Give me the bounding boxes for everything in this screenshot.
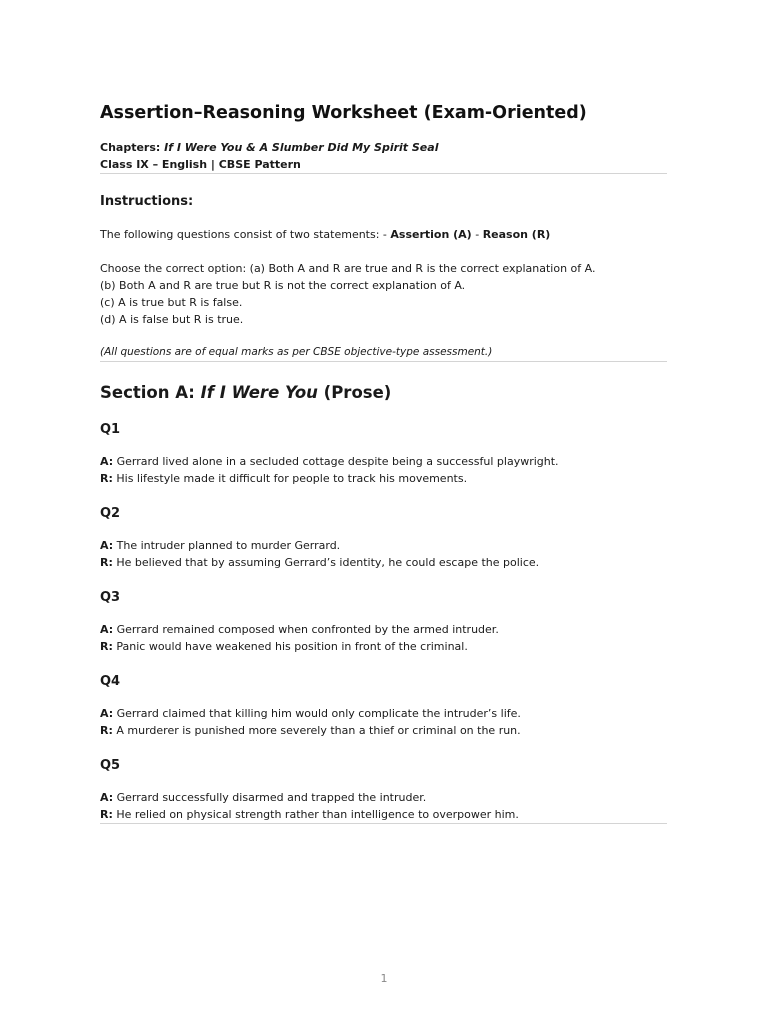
assertion-line [100, 621, 667, 638]
option-line: (d) A is false but R is true. [100, 313, 244, 326]
class-line: Class IX – English | CBSE Pattern [100, 158, 301, 171]
marks-note: (All questions are of equal marks as per CBSE objective-type assessment.) [100, 346, 493, 358]
option-line: (c) A is true but R is false. [100, 296, 243, 309]
question-block [100, 506, 667, 571]
document-meta [100, 139, 667, 173]
reason-line [100, 470, 667, 487]
reason-marker: R: [100, 808, 113, 821]
assertion-marker: A: [100, 539, 114, 552]
question-body [100, 789, 667, 823]
instructions-intro [100, 226, 667, 243]
assertion-text: Gerrard lived alone in a secluded cottage despite being a successful playwright. [116, 455, 559, 468]
assertion-text: Gerrard remained composed when confronted by the armed intruder. [116, 623, 499, 636]
reason-marker: R: [100, 724, 113, 737]
divider [100, 823, 667, 824]
reason-line [100, 722, 667, 739]
question-label: Q3 [100, 590, 121, 605]
section-prefix: Section A: [100, 383, 201, 402]
assertion-line [100, 705, 667, 722]
question-label: Q4 [100, 674, 121, 689]
reason-marker: R: [100, 556, 113, 569]
reason-line [100, 806, 667, 823]
question-label: Q2 [100, 506, 121, 521]
reason-marker: R: [100, 472, 113, 485]
reason-text: His lifestyle made it difficult for people to track his movements. [116, 472, 468, 485]
chapters-value: If I Were You & A Slumber Did My Spirit Seal [164, 141, 439, 154]
reason-marker: R: [100, 640, 113, 653]
intro-separator: - [471, 228, 483, 241]
question-block [100, 590, 667, 655]
question-body [100, 453, 667, 487]
question-body [100, 537, 667, 571]
reason-text: Panic would have weakened his position in front of the criminal. [116, 640, 468, 653]
document-title: Assertion–Reasoning Worksheet (Exam-Oriented) [100, 103, 587, 123]
section-a-heading [100, 382, 667, 404]
assertion-marker: A: [100, 791, 114, 804]
question-block [100, 758, 667, 823]
assertion-label: Assertion (A) [390, 228, 472, 241]
option-line: Choose the correct option: (a) Both A and R are true and R is the correct explanation of A. [100, 262, 596, 275]
reason-text: He believed that by assuming Gerrard’s identity, he could escape the police. [116, 556, 540, 569]
chapters-label: Chapters: [100, 141, 161, 154]
assertion-text: Gerrard claimed that killing him would only complicate the intruder’s life. [116, 707, 521, 720]
assertion-line [100, 453, 667, 470]
reason-text: A murderer is punished more severely than a thief or criminal on the run. [116, 724, 521, 737]
reason-label: Reason (R) [482, 228, 551, 241]
section-suffix: (Prose) [317, 383, 392, 402]
question-block [100, 674, 667, 739]
question-body [100, 621, 667, 655]
worksheet-page [100, 100, 667, 824]
instructions-heading: Instructions: [100, 194, 194, 209]
question-label: Q1 [100, 422, 121, 437]
reason-text: He relied on physical strength rather than intelligence to overpower him. [116, 808, 519, 821]
assertion-line [100, 789, 667, 806]
assertion-text: The intruder planned to murder Gerrard. [116, 539, 341, 552]
assertion-marker: A: [100, 623, 114, 636]
question-label: Q5 [100, 758, 121, 773]
reason-line [100, 638, 667, 655]
assertion-marker: A: [100, 707, 114, 720]
chapters-line [100, 139, 667, 156]
divider [100, 173, 667, 174]
assertion-marker: A: [100, 455, 114, 468]
divider [100, 361, 667, 362]
option-line: (b) Both A and R are true but R is not the correct explanation of A. [100, 279, 466, 292]
assertion-text: Gerrard successfully disarmed and trapped the intruder. [116, 791, 427, 804]
reason-line [100, 554, 667, 571]
section-title: If I Were You [200, 383, 318, 402]
page-number: 1 [380, 972, 388, 985]
assertion-line [100, 537, 667, 554]
options-list [100, 260, 667, 328]
question-block [100, 422, 667, 487]
intro-text: The following questions consist of two statements: - [100, 228, 391, 241]
question-body [100, 705, 667, 739]
